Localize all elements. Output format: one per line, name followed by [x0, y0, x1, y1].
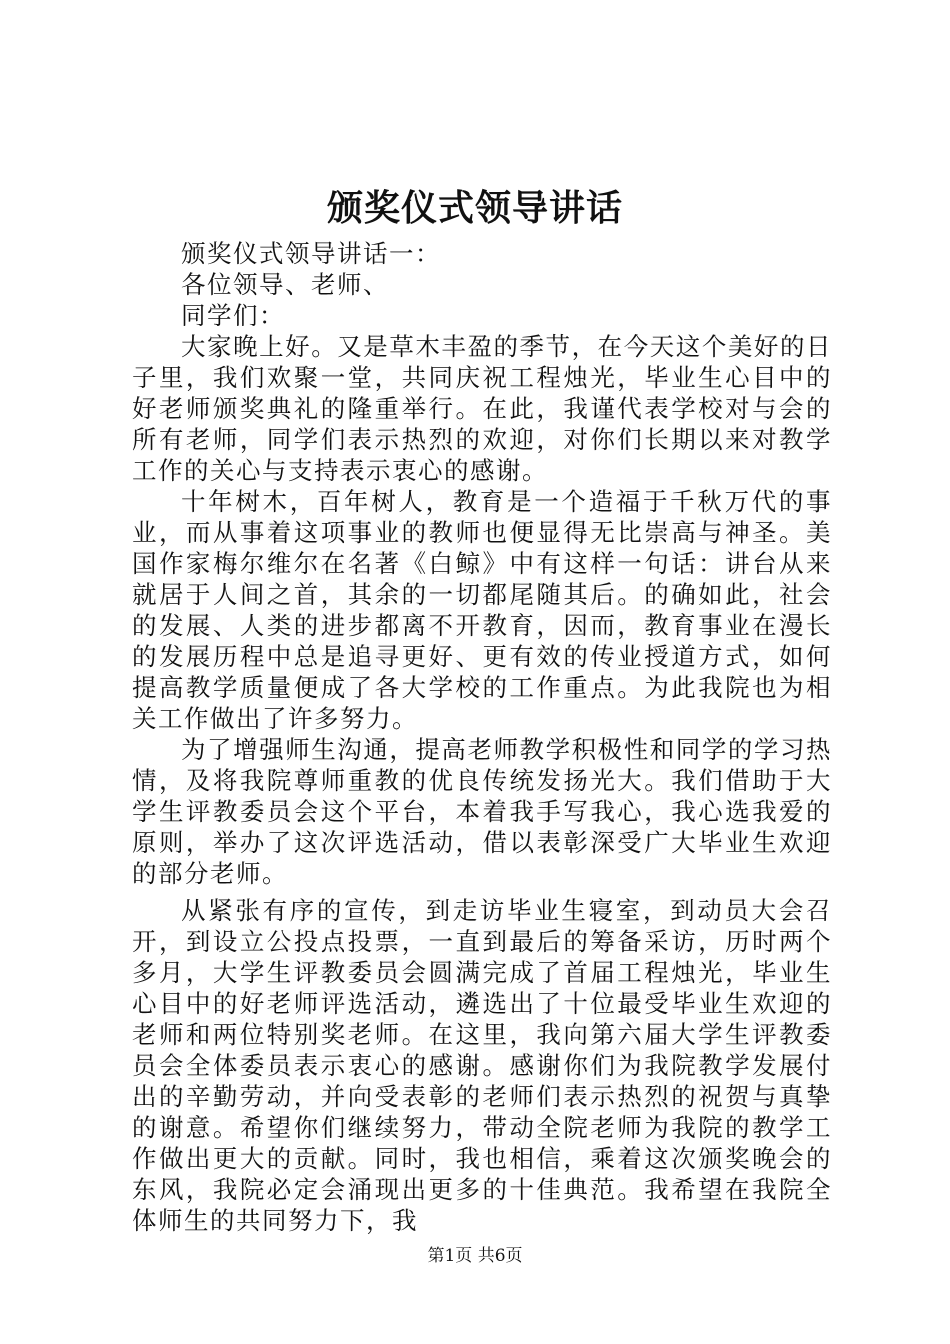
paragraph-purpose: 为了增强师生沟通，提高老师教学积极性和同学的学习热情，及将我院尊师重教的优良传统发扬光大。我们借助于大学生评教委员会这个平台，本着我手写我心，我心选我爱的原则，举办了这次评选活动，借以表彰深受广大毕业生欢迎的部分老师。 [132, 735, 832, 888]
paragraph-education: 十年树木，百年树人，教育是一个造福于千秋万代的事业，而从事着这项事业的教师也便显得无比崇高与神圣。美国作家梅尔维尔在名著《白鲸》中有这样一句话：讲台从来就居于人间之首，其余的一切都尾随其后。的确如此，社会的发展、人类的进步都离不开教育，因而，教育事业在漫长的发展历程中总是追寻更好、更有效的传业授道方式，如何提高教学质量便成了各大学校的工作重点。为此我院也为相关工作做出了许多努力。 [132, 487, 832, 733]
paragraph-heading: 颁奖仪式领导讲话一： [181, 239, 441, 268]
document-body [132, 238, 832, 1236]
paragraph-salutation-1: 各位领导、老师、 [181, 270, 389, 299]
paragraph-salutation-2: 同学们： [181, 301, 285, 330]
paragraph-greeting: 大家晚上好。又是草木丰盈的季节，在今天这个美好的日子里，我们欢聚一堂，共同庆祝工程烛光，毕业生心目中的好老师颁奖典礼的隆重举行。在此，我谨代表学校对与会的所有老师，同学们表示热烈的欢迎，对你们长期以来对教学工作的关心与支持表示衷心的感谢。 [132, 332, 832, 485]
paragraph-process: 从紧张有序的宣传，到走访毕业生寝室，到动员大会召开，到设立公投点投票，一直到最后的筹备采访，历时两个多月，大学生评教委员会圆满完成了首届工程烛光，毕业生心目中的好老师评选活动，遴选出了十位最受毕业生欢迎的老师和两位特别奖老师。在这里，我向第六届大学生评教委员会全体委员表示衷心的感谢。感谢你们为我院教学发展付出的辛勤劳动，并向受表彰的老师们表示热烈的祝贺与真挚的谢意。希望你们继续努力，带动全院老师为我院的教学工作做出更大的贡献。同时，我也相信，乘着这次颁奖晚会的东风，我院必定会涌现出更多的十佳典范。我希望在我院全体师生的共同努力下，我 [132, 896, 832, 1235]
page-indicator: 第1页 共6页 [427, 1246, 523, 1266]
document-title: 颁奖仪式领导讲话 [326, 187, 623, 229]
